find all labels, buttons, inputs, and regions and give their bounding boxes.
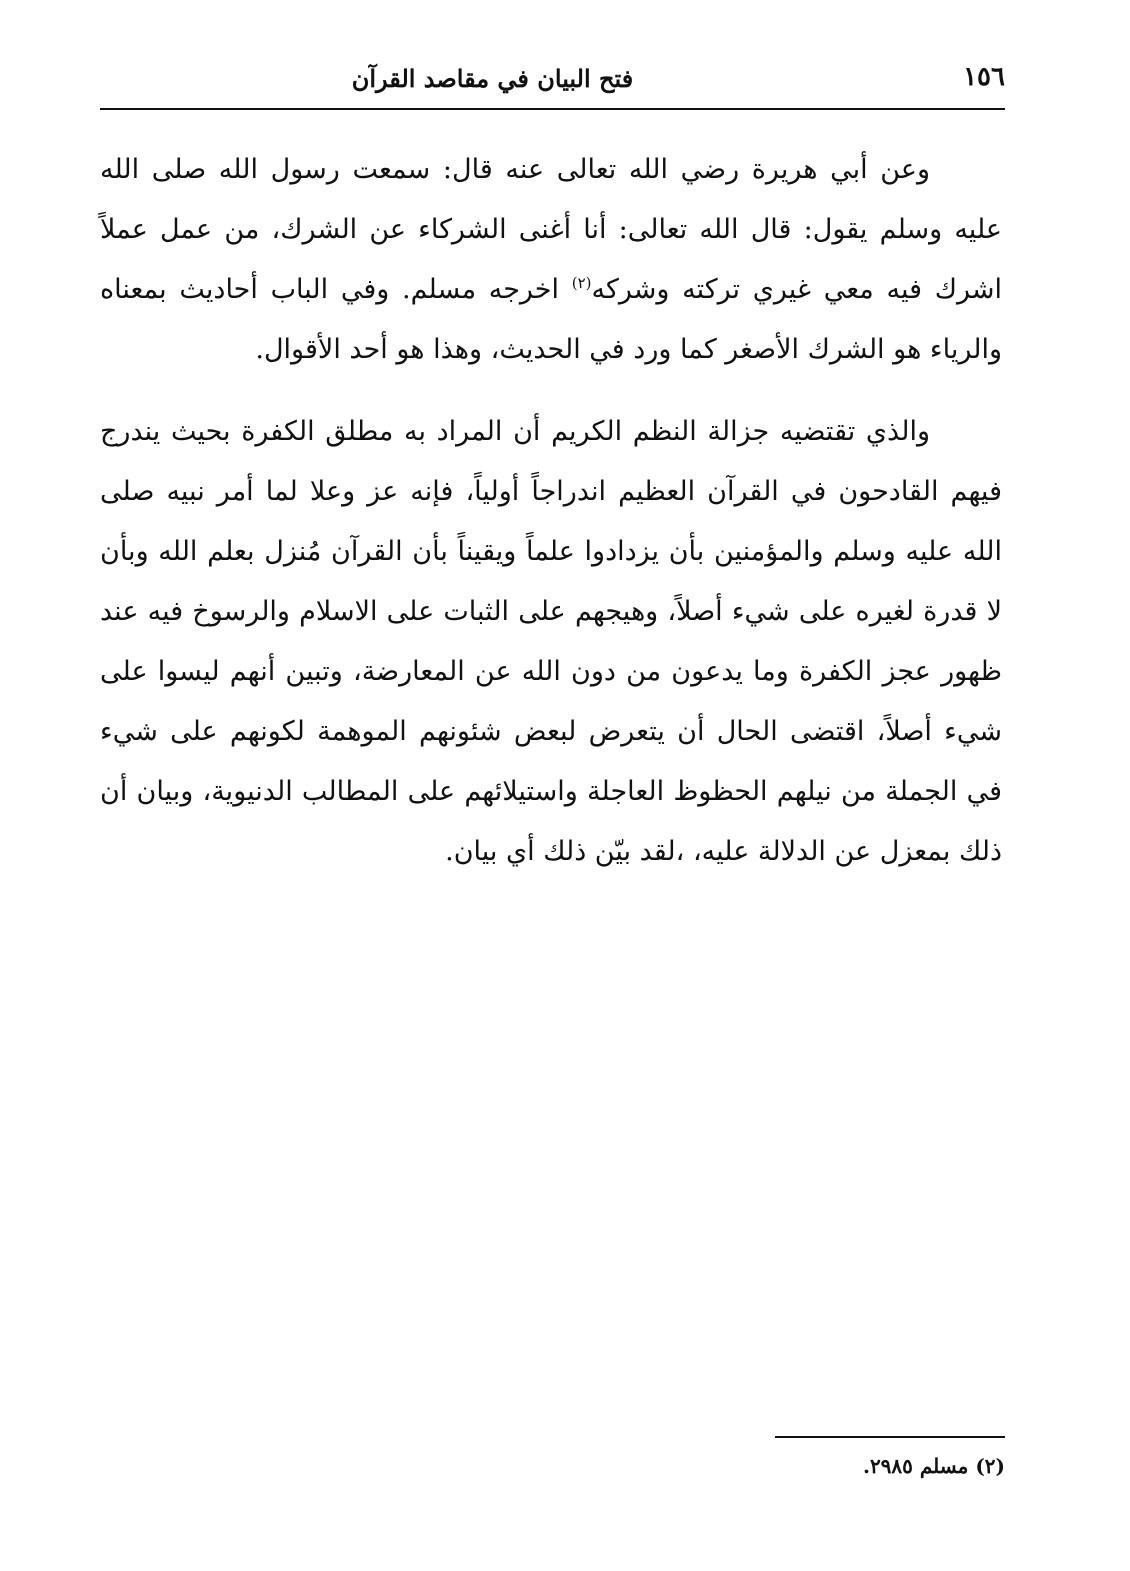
page-header <box>100 60 1005 110</box>
main-text <box>100 140 1002 882</box>
paragraph-1-text: وعن أبي هريرة رضي الله تعالى عنه قال: سمعت رسول الله صلى الله عليه وسلم يقول: قال الله تعالى: أنا أغنى الشركاء عن الشرك، من عمل عملاً اشرك فيه معي غيري تركته وشركه <box>100 154 1002 305</box>
page-number: ١٥٦ <box>963 62 1005 92</box>
header-rule <box>100 108 1005 110</box>
footnote-separator <box>775 1436 1005 1438</box>
paragraph-1 <box>100 140 1002 380</box>
footnote-reference: (٢) <box>571 274 592 292</box>
paragraph-2: والذي تقتضيه جزالة النظم الكريم أن المراد به مطلق الكفرة بحيث يندرج فيهم القادحون في القرآن العظيم اندراجاً أولياً، فإنه عز وعلا لما أمر نبيه صلى الله عليه وسلم والمؤمنين بأن يزدادوا علماً ويقيناً بأن القرآن مُنزل بعلم الله وبأن لا قدرة لغيره على شيء أصلاً، وهيجهم على الثبات على الاسلام والرسوخ فيه عند ظهور عجز الكفرة وما يدعون من دون الله عن المعارضة، وتبين أنهم ليسوا على شيء أصلاً، اقتضى الحال أن يتعرض لبعض شئونهم الموهمة لكونهم على شيء في الجملة من نيلهم الحظوظ العاجلة واستيلائهم على المطالب الدنيوية، وبيان أن ذلك بمعزل عن الدلالة عليه، ،لقد بيّن ذلك أي بيان. <box>100 416 1002 867</box>
paragraph-1-continuation: اخرجه مسلم. وفي الباب أحاديث بمعناه والرياء هو الشرك الأصغر كما ورد في الحديث، وهذا هو أحد الأقوال. <box>100 274 1002 365</box>
footnote: (٢) مسلم ٢٩٨٥. <box>862 1454 1005 1478</box>
running-title: فتح البيان في مقاصد القرآن <box>351 64 634 93</box>
